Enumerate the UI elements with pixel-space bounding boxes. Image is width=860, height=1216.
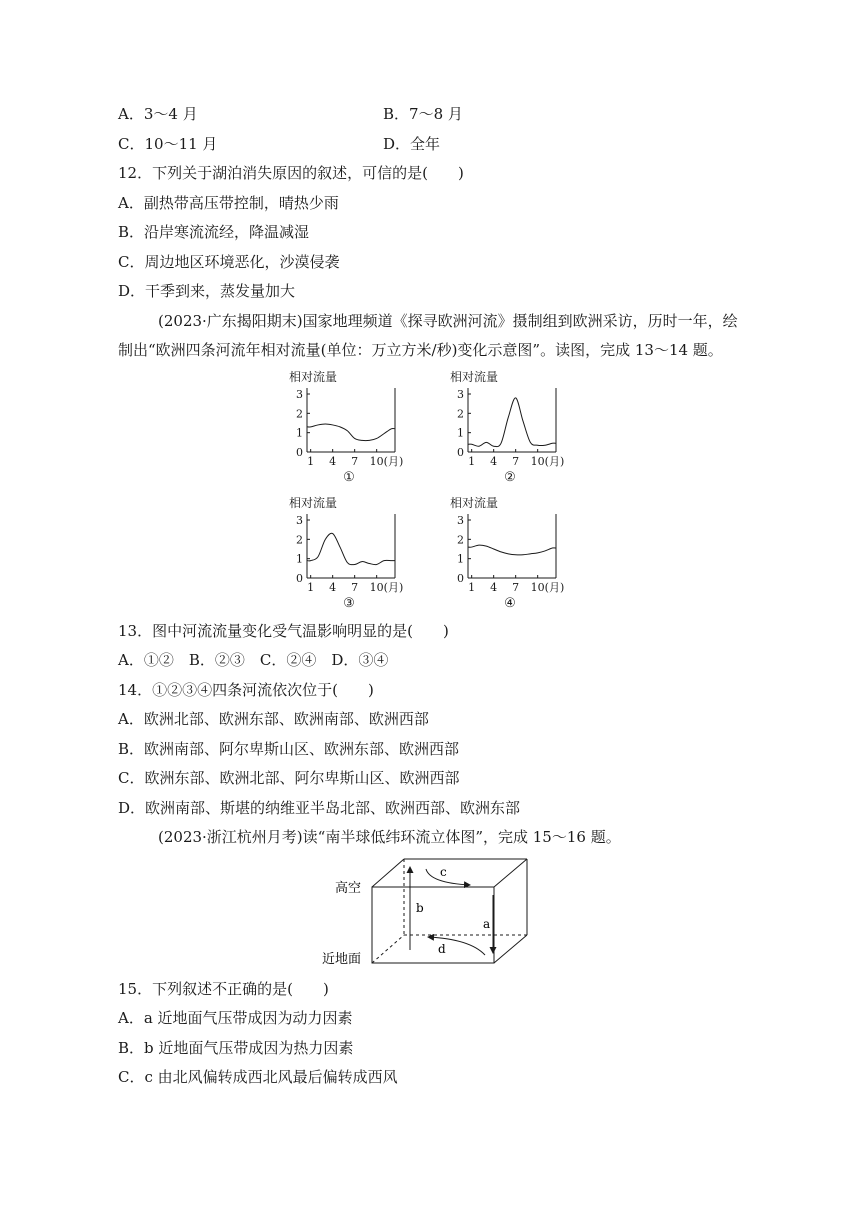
chart-svg	[446, 494, 581, 616]
q14-option-c: C．欧洲东部、欧洲北部、阿尔卑斯山区、欧洲西部	[118, 769, 460, 787]
y-tick-label: 0	[457, 446, 464, 459]
q15-option-b: B．b 近地面气压带成因为热力因素	[118, 1039, 354, 1057]
chart-svg	[285, 368, 420, 490]
x-tick-label: 10	[530, 581, 545, 594]
y-tick-label: 2	[296, 533, 303, 547]
y-tick-label: 1	[457, 426, 464, 440]
x-tick-label: 1	[468, 455, 476, 468]
y-tick-label: 1	[457, 552, 464, 566]
chart-number-label: ④	[504, 596, 516, 611]
box-front-face	[372, 887, 494, 963]
x-tick-label: 7	[351, 581, 359, 594]
q12-option-c: C．周边地区环境恶化，沙漠侵袭	[118, 253, 340, 271]
label-upper: 高空	[335, 881, 362, 896]
y-axis-label: 相对流量	[450, 496, 499, 510]
x-tick-label: 4	[490, 581, 498, 594]
chart-number-label: ①	[343, 470, 355, 485]
label-d: d	[438, 942, 446, 956]
q14-option-b: B．欧洲南部、阿尔卑斯山区、欧洲东部、欧洲西部	[118, 740, 460, 758]
q14-stem: 14．①②③④四条河流依次位于( )	[118, 681, 374, 699]
flow-series-line	[468, 398, 556, 447]
x-tick-label: 7	[351, 455, 359, 468]
chart-number-label: ②	[504, 470, 516, 485]
intro-15-16: (2023·浙江杭州月考)读“南半球低纬环流立体图”，完成 15～16 题。	[158, 828, 621, 846]
y-tick-label: 1	[296, 426, 303, 440]
q13-stem: 13．图中河流流量变化受气温影响明显的是( )	[118, 622, 449, 640]
y-axis-label: 相对流量	[289, 370, 338, 384]
y-tick-label: 3	[457, 514, 464, 527]
q14-option-d: D．欧洲南部、斯堪的纳维亚半岛北部、欧洲西部、欧洲东部	[118, 799, 521, 817]
label-b: b	[416, 901, 424, 915]
chart-svg	[446, 368, 581, 490]
label-ground: 近地面	[322, 952, 362, 967]
y-tick-label: 2	[457, 407, 464, 421]
q14-option-a: A．欧洲北部、欧洲东部、欧洲南部、欧洲西部	[118, 710, 429, 728]
x-tick-label: 10	[369, 581, 384, 594]
flow-series-line	[307, 533, 395, 564]
flow-series-line	[468, 545, 556, 555]
q12-option-b: B．沿岸寒流流经，降温减湿	[118, 223, 310, 241]
label-a: a	[483, 917, 491, 931]
x-tick-label: 1	[468, 581, 476, 594]
chart-1	[285, 368, 420, 494]
y-tick-label: 3	[296, 388, 303, 401]
arrow-c	[426, 869, 470, 885]
q15-stem: 15．下列叙述不正确的是( )	[118, 980, 329, 998]
x-unit-label: (月)	[383, 581, 404, 594]
y-tick-label: 3	[296, 514, 303, 527]
x-tick-label: 10	[369, 455, 384, 468]
flow-series-line	[307, 424, 395, 441]
x-tick-label: 4	[329, 455, 337, 468]
x-tick-label: 7	[512, 581, 520, 594]
q15-option-c: C．c 由北风偏转成西北风最后偏转成西风	[118, 1068, 398, 1086]
chart-4	[446, 494, 581, 620]
intro-13-14-line2: 制出“欧洲四条河流年相对流量(单位：万立方米/秒)变化示意图”。读图，完成 13～14 题。	[118, 341, 723, 359]
q11-option-a: A．3～4 月	[118, 105, 198, 123]
q11-option-c: C．10～11 月	[118, 135, 218, 153]
x-unit-label: (月)	[544, 455, 565, 468]
x-tick-label: 4	[329, 581, 337, 594]
arrow-d	[428, 937, 485, 955]
y-tick-label: 3	[457, 388, 464, 401]
y-tick-label: 0	[296, 446, 303, 459]
x-tick-label: 1	[307, 455, 315, 468]
x-tick-label: 4	[490, 455, 498, 468]
q13-options: A．①② B．②③ C．②④ D．③④	[118, 651, 389, 669]
y-tick-label: 2	[457, 533, 464, 547]
chart-2	[446, 368, 581, 494]
x-tick-label: 1	[307, 581, 315, 594]
label-c: c	[440, 865, 447, 879]
y-axis-label: 相对流量	[450, 370, 499, 384]
y-tick-label: 0	[296, 572, 303, 585]
q11-option-d: D．全年	[383, 135, 441, 153]
q12-option-a: A．副热带高压带控制，晴热少雨	[118, 194, 339, 212]
y-tick-label: 2	[296, 407, 303, 421]
q11-option-b: B．7～8 月	[383, 105, 463, 123]
q15-option-a: A．a 近地面气压带成因为动力因素	[118, 1009, 353, 1027]
y-axis-label: 相对流量	[289, 496, 338, 510]
y-tick-label: 1	[296, 552, 303, 566]
chart-number-label: ③	[343, 596, 355, 611]
y-tick-label: 0	[457, 572, 464, 585]
chart-svg	[285, 494, 420, 616]
x-tick-label: 7	[512, 455, 520, 468]
intro-13-14-line1: (2023·广东揭阳期末)国家地理频道《探寻欧洲河流》摄制组到欧洲采访，历时一年，绘	[158, 312, 738, 330]
chart-3	[285, 494, 420, 620]
x-unit-label: (月)	[544, 581, 565, 594]
q12-stem: 12．下列关于湖泊消失原因的叙述，可信的是( )	[118, 164, 464, 182]
circulation-diagram	[322, 855, 540, 974]
x-tick-label: 10	[530, 455, 545, 468]
x-unit-label: (月)	[383, 455, 404, 468]
q12-option-d: D．干季到来，蒸发量加大	[118, 282, 296, 300]
